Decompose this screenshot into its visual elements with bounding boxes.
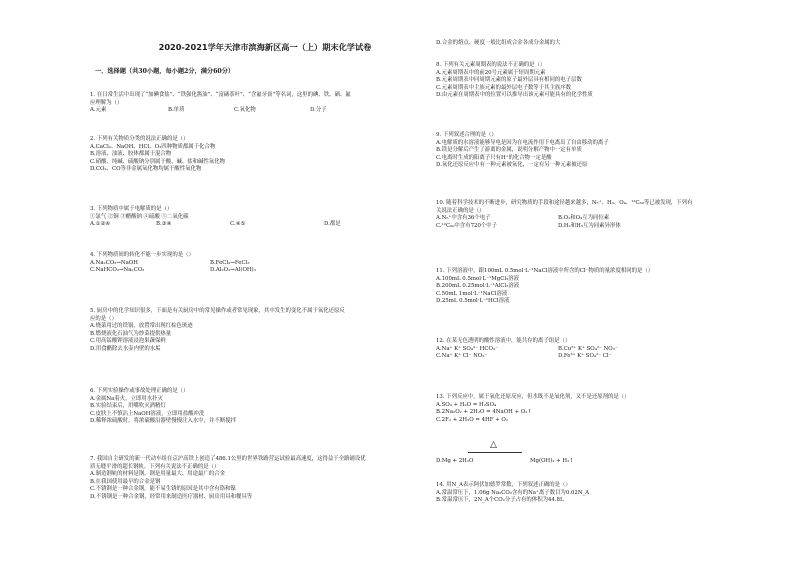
q13-option-d-row (436, 458, 574, 466)
question-2 (90, 136, 225, 174)
q10-options-row2 (436, 223, 692, 231)
question-10 (436, 200, 692, 230)
q11-option-c: C.50mL 1mol·L⁻¹NaCl溶液 (436, 290, 508, 297)
q4-stem: 4. 下列物质间的转化不能一步实现的是（） (90, 252, 194, 258)
q5-stem-line2: 应的是（） (90, 315, 117, 322)
question-11 (436, 268, 653, 306)
q1-option-c: C.氧化物 (234, 107, 256, 114)
q14-option-a: A.常温常压下，1.06g Na₂CO₃含有的Na⁺离子数目为0.02N_A (436, 489, 590, 496)
question-14 (436, 482, 589, 505)
question-4 (90, 252, 256, 275)
question-8 (436, 62, 593, 100)
q6-option-c: C.皮肤上不慎沾上NaOH溶液，立即用盐酸冲洗 (90, 410, 205, 417)
q13-option-d-products: Mg(OH)₂ + H₂↑ (530, 458, 574, 464)
q3-options (90, 221, 341, 229)
q8-stem: 8. 下列有关元素周期表的说法不正确的是（） (436, 62, 546, 68)
q3-option-c: C.④⑤ (230, 221, 246, 228)
question-6 (90, 388, 236, 426)
q10-option-b: B.O₂和O₄互为同位素 (558, 215, 610, 222)
section-heading: 一、选择题（共30小题，每小题2分，满分60分） (95, 68, 235, 75)
question-1 (90, 92, 351, 115)
q10-option-d: D.H₂和H₃互为同素异形体 (558, 222, 621, 229)
q11-option-d: D.25mL 0.5mol·L⁻¹HCl溶液 (436, 298, 510, 305)
q10-option-a: A.N₅⁺中含有36个电子 (436, 215, 491, 222)
q5-stem-line1: 5. 厨房中的化学知识很多，下面是有关厨房中的常见操作或者常见现象，其中发生的变化不属于氧化还原反 (90, 308, 345, 314)
q7-stem-line2: 质无缝平滑的超长钢轨。下列有关说法不正确的是（） (90, 463, 220, 470)
q13-option-d: D.Mg + 2H₂O (436, 458, 474, 464)
q10-stem-line1: 10. 随着科学技术的不断进步，研究物质的手段和途径越来越多，N₅⁺、H₃、O₄、¹²C₆₀等已被发现，下列有 (436, 200, 693, 206)
q7-option-d-continued: D.合金的熔点、硬度一般比组成合金各成分金属的大 (436, 40, 561, 46)
q4-options-row2 (90, 267, 256, 275)
q4-option-c: C.NaHCO₃→Na₂CO₃ (90, 267, 145, 274)
q8-option-b: B.元素周期表中同周期元素的原子最外层具有相同的电子层数 (436, 77, 582, 84)
q3-option-a: A.①②④ (90, 221, 111, 228)
question-7 (90, 456, 366, 502)
heat-triangle-symbol: △ (490, 440, 497, 450)
q7-option-c: C.不锈钢是一种合金钢，能不易生锈的原因是其中含有铬和镍 (90, 486, 236, 493)
q9-option-b: B.镁是分解后产生了游离的金属，说明分解产物中一定有单质 (436, 147, 582, 154)
exam-title: 2020-2021学年天津市滨海新区高一（上）期末化学试卷 (158, 42, 372, 52)
q11-stem: 11. 下列溶液中，跟100mL 0.5mol·L⁻¹NaCl溶液中所含的Cl⁻物质的量浓度相同的是（） (436, 268, 654, 274)
q10-options-row1 (436, 215, 692, 223)
q4-option-b: B.FeCl₂→FeCl₃ (210, 259, 250, 266)
q1-stem-line1: 1. 在日常生活中出现了“加碘食盐”、“铁强化酱油”、“富硒茶叶”、“含氟牙膏”等名词，这里的碘、铁、硒、氟 (90, 92, 351, 98)
q13-option-c: C.2F₂ + 2H₂O = 4HF + O₂ (436, 416, 508, 423)
q13-option-b: B.2Na₂O₂ + 2H₂O = 4NaOH + O₂↑ (436, 409, 532, 416)
q3-option-b: B.③④ (156, 221, 172, 228)
q11-option-b: B.200mL 0.25mol·L⁻¹AlCl₃溶液 (436, 283, 520, 290)
q2-option-b: B.溶液、浊液、胶体都属于混合物 (90, 151, 172, 158)
q2-option-c: C.硝酸、纯碱、硫酸钠分别属于酸、碱、盐和碱性氧化物 (90, 158, 226, 165)
q6-option-a: A.金属Na着火，立即用水扑灭 (90, 395, 163, 402)
q13-stem: 13. 下列反应中，属于氧化还原反应，但水既不是氧化剂，又不是还原剂的是（） (436, 394, 630, 400)
q1-stem-line2: 应理解为（） (90, 99, 123, 106)
q3-option-d: D.都是 (324, 221, 341, 228)
question-7-continued (436, 40, 560, 48)
q5-option-a: A.烧菜用过的铁锅，放置常出现红棕色斑迹 (90, 323, 193, 330)
q12-stem: 12. 在某无色透明的酸性溶液中，能共存的离子组是（） (436, 338, 571, 344)
q1-option-d: D.分子 (310, 107, 327, 114)
q12-option-c: C.Na⁺ K⁺ Cl⁻ NO₃⁻ (436, 353, 488, 360)
q12-option-b: B.Cu²⁺ K⁺ SO₄²⁻ NO₃⁻ (558, 345, 618, 352)
q12-options-row2 (436, 353, 618, 361)
q7-option-d: D.不锈钢是一种合金钢，经常用来制造医疗器材、厨房用具和餐具等 (90, 493, 253, 500)
q8-option-a: A.元素周期表中的前20号元素属于短周期元素 (436, 69, 546, 76)
q4-option-d: D.Al₂O₃→Al(OH)₃ (210, 267, 256, 274)
q14-stem: 14. 用N_A表示阿伏加德罗常数，下列叙述正确的是（） (436, 482, 571, 488)
q14-option-b: B.常温常压下，2N_A个CO₂分子占有的体积为44.8L (436, 497, 564, 504)
question-3 (90, 206, 341, 229)
q12-option-a: A.Na⁺ K⁺ SO₄²⁻ HCO₃⁻ (436, 345, 498, 352)
q6-option-b: B.实验结束后，用嘴吹灭酒精灯 (90, 403, 166, 410)
q7-option-b: B.在我国使用最早的合金是钢 (90, 478, 161, 485)
q11-option-a: A.100mL 0.5mol·L⁻¹MgCl₂溶液 (436, 275, 520, 282)
q7-stem-line1: 7. 我国自主研发的新一代动车组在京沪高铁上创造了486.1公里的世界铁路营运试验最高速度，这得益于全路铺设优 (90, 456, 366, 462)
reaction-condition-line (468, 452, 522, 453)
q5-option-c: C.用高锰酸钾溶液浸泡果蔬保鲜 (90, 338, 166, 345)
q2-option-a: A.CaCl₂、NaOH、HCl、O₃四种物质都属于化合物 (90, 143, 216, 150)
q10-option-c: C.¹²C₆₀中含有720个中子 (436, 222, 498, 229)
question-13 (436, 394, 630, 424)
question-5 (90, 308, 345, 354)
question-9 (436, 132, 609, 170)
q1-option-a: A.元素 (90, 107, 107, 114)
q1-option-b: B.单质 (168, 107, 185, 114)
q3-items: ①氯气 ②铜 ③醋酸钠 ④硫酸 ⑤二氧化碳 (90, 213, 189, 220)
q13-option-a: A.SO₃ + H₂O = H₂SO₄ (436, 401, 497, 408)
q10-stem-line2: 关说法正确的是（） (436, 207, 485, 214)
q2-option-d: D.CO₂、CO等非金属氧化物均属于酸性氧化物 (90, 166, 202, 173)
q12-option-d: D.Fe³⁺ K⁺ SO₄²⁻ Cl⁻ (558, 353, 612, 360)
question-12 (436, 338, 618, 361)
q5-option-d: D.用食醋除去水壶内壁的水垢 (90, 345, 161, 352)
q4-option-a: A.Na₂CO₃→NaOH (90, 259, 138, 266)
q6-stem: 6. 下列实验操作或事故处理正确的是（） (90, 388, 189, 394)
q8-option-c: C.元素周期表中主族元素的最外层电子数等于其主族序数 (436, 84, 572, 91)
q8-option-d: D.由元素在周期表中的位置可以推导出该元素可能具有的化学性质 (436, 92, 593, 99)
q1-options (90, 107, 351, 115)
q9-stem: 9. 下列叙述合理的是（） (436, 132, 497, 138)
q7-option-a: A.制造钢轨的材料是钢，钢是用量最大、用途最广的合金 (90, 471, 225, 478)
q6-option-d: D.稀释浓硫酸时，将浓硫酸沿器壁慢慢注入水中，并不断搅拌 (90, 418, 236, 425)
q9-option-c: C.电离时生成的阳离子只有H⁺的化合物一定是酸 (436, 154, 552, 161)
q9-option-a: A.电解质的水溶液能够导电是因为在电流作用下电离出了自由移动的离子 (436, 139, 609, 146)
q3-stem: 3. 下列物质中属于电解质的是（） (90, 206, 173, 212)
q9-option-d: D.氧化还原反应中有一种元素被氧化，一定有另一种元素被还原 (436, 162, 588, 169)
q5-option-b: B.燃烧液化石油气为炒菜提供热量 (90, 330, 172, 337)
q2-stem: 2. 下列有关物质分类的说法正确的是（） (90, 136, 189, 142)
